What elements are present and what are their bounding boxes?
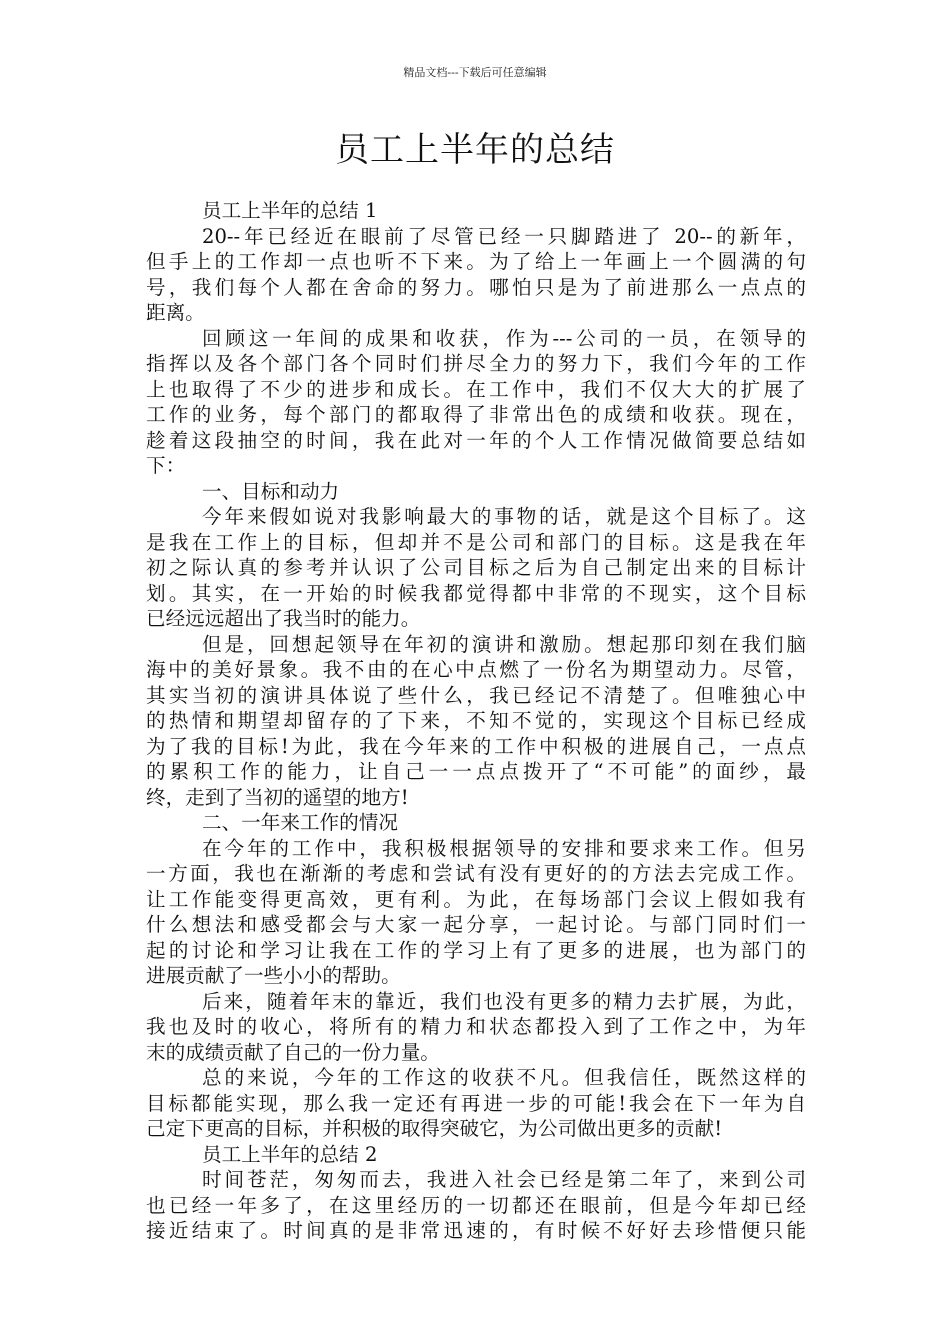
- text-line: 回顾这一年间的成果和收获，作为---公司的一员，在领导的: [202, 326, 806, 350]
- text-line: 下：: [146, 454, 186, 477]
- document-title: 员工上半年的总结: [335, 130, 615, 170]
- text-line: 但手上的工作却一点也听不下来。为了给上一年画上一个圆满的句: [146, 250, 806, 273]
- text-line: 为了我的目标!为此，我在今年来的工作中积极的进展自己，一点点: [146, 734, 806, 758]
- text-line: 工作的业务，每个部门的都取得了非常出色的成绩和收获。现在，: [146, 403, 806, 426]
- text-line: 让工作能变得更高效，更有利。为此，在每场部门会议上假如我有: [146, 887, 806, 911]
- text-line: 划。其实，在一开始的时候我都觉得都中非常的不现实，这个目标: [146, 581, 806, 605]
- text-line: 距离。: [146, 301, 205, 324]
- text-line: 我也及时的收心，将所有的精力和状态都投入到了工作之中，为年: [146, 1015, 806, 1038]
- text-line: 的累积工作的能力，让自己一一点点拨开了“不可能”的面纱，最: [146, 760, 806, 783]
- text-line: 什么想法和感受都会与大家一起分享，一起讨论。与部门同时们一: [146, 913, 806, 936]
- text-line: 但是，回想起领导在年初的演讲和激励。想起那印刻在我们脑: [202, 632, 806, 656]
- text-line: 己定下更高的目标，并积极的取得突破它，为公司做出更多的贡献!: [146, 1117, 723, 1140]
- text-line: 初之际认真的参考并认识了公司目标之后为自己制定出来的目标计: [146, 556, 806, 579]
- text-line: 也已经一年多了，在这里经历的一切都还在眼前，但是今年却已经: [146, 1193, 806, 1217]
- page-header-watermark: 精品文档---下载后可任意编辑: [403, 66, 547, 79]
- text-line: 在今年的工作中，我积极根据领导的安排和要求来工作。但另: [202, 836, 806, 860]
- text-line: 已经远远超出了我当时的能力。: [146, 607, 421, 630]
- text-line: 一方面，我也在渐渐的考虑和尝试有没有更好的的方法去完成工作。: [146, 862, 806, 885]
- text-line: 指挥以及各个部门各个同时们拼尽全力的努力下，我们今年的工作: [146, 352, 806, 375]
- text-line: 进展贡献了一些小小的帮助。: [146, 964, 401, 987]
- text-line: 终，走到了当初的遥望的地方!: [146, 785, 409, 809]
- text-line: 海中的美好景象。我不由的在心中点燃了一份名为期望动力。尽管，: [146, 658, 806, 681]
- text-line: 员工上半年的总结 1: [202, 199, 378, 222]
- text-line: 的热情和期望却留存的了下来，不知不觉的，实现这个目标已经成: [146, 709, 806, 732]
- text-line: 号，我们每个人都在舍命的努力。哪怕只是为了前进那么一点点的: [146, 275, 806, 299]
- text-line: 末的成绩贡献了自己的一份力量。: [146, 1040, 440, 1064]
- text-line: 今年来假如说对我影响最大的事物的话，就是这个目标了。这: [202, 505, 806, 528]
- text-line: 总的来说，今年的工作这的收获不凡。但我信任，既然这样的: [202, 1066, 806, 1089]
- text-line: 其实当初的演讲具体说了些什么，我已经记不清楚了。但唯独心中: [146, 683, 806, 707]
- text-line: 是我在工作上的目标，但却并不是公司和部门的目标。这是我在年: [146, 530, 806, 554]
- text-line: 起的讨论和学习让我在工作的学习上有了更多的进展，也为部门的: [146, 938, 806, 962]
- document-body: [146, 198, 806, 1244]
- text-line: 目标都能实现，那么我一定还有再进一步的可能!我会在下一年为自: [146, 1091, 806, 1115]
- text-line: 趁着这段抽空的时间，我在此对一年的个人工作情况做简要总结如: [146, 428, 806, 452]
- text-line: 后来，随着年末的靠近，我们也没有更多的精力去扩展，为此，: [202, 989, 806, 1013]
- text-line: 接近结束了。时间真的是非常迅速的，有时候不好好去珍惜便只能: [146, 1219, 806, 1242]
- text-line: 员工上半年的总结 2: [202, 1142, 378, 1166]
- text-line: 二、一年来工作的情况: [202, 811, 398, 834]
- text-line: 一、目标和动力: [202, 479, 340, 503]
- text-line: 20--年已经近在眼前了尽管已经一只脚踏进了 20--的新年，: [202, 224, 806, 248]
- text-line: 时间苍茫，匆匆而去，我进入社会已经是第二年了，来到公司: [202, 1168, 806, 1191]
- text-line: 上也取得了不少的进步和成长。在工作中，我们不仅大大的扩展了: [146, 377, 806, 401]
